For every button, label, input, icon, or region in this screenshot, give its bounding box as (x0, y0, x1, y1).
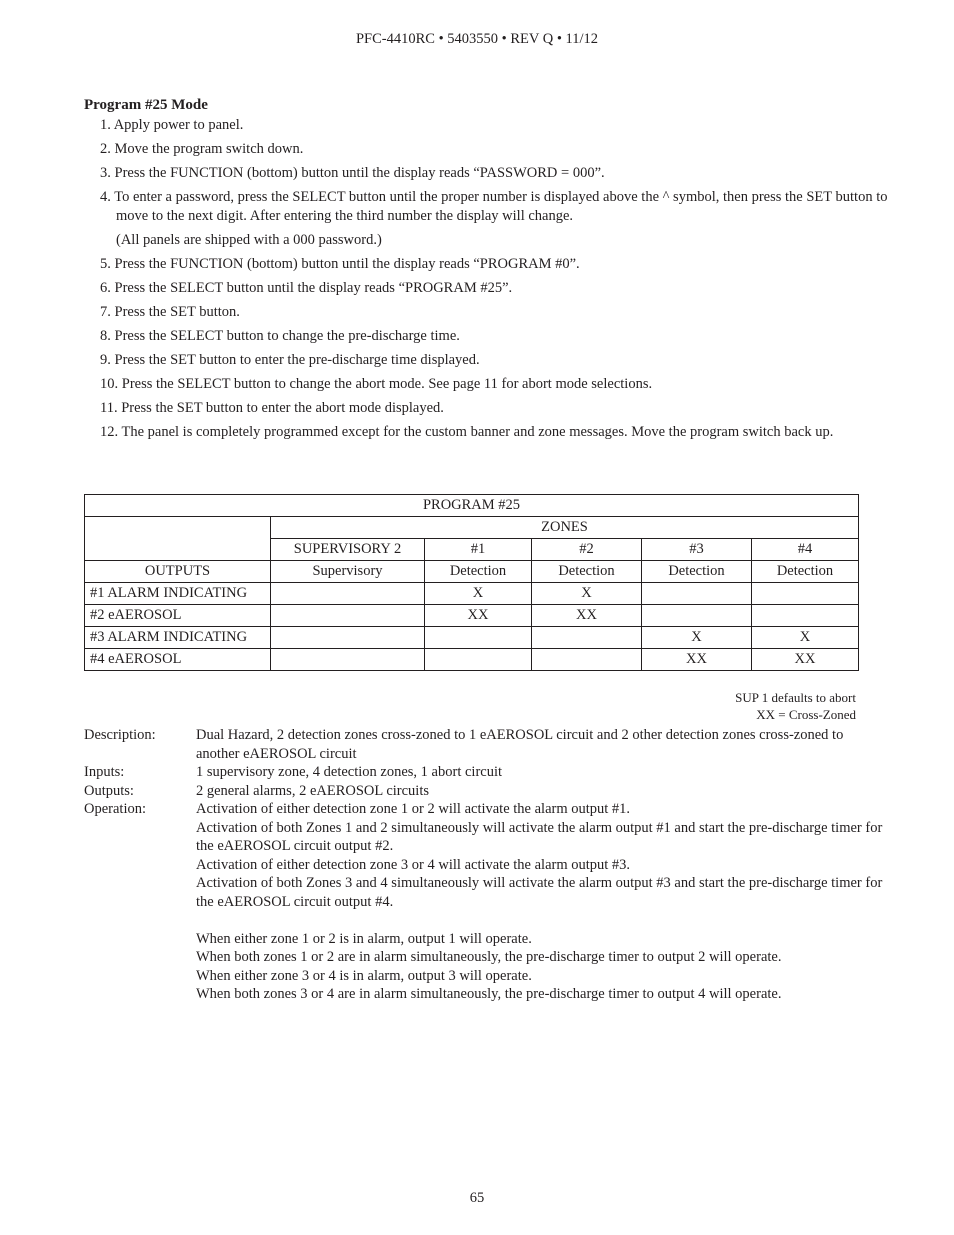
step-item: 1. Apply power to panel. (100, 117, 244, 133)
operation-line: When both zones 3 or 4 are in alarm simultaneously, the pre-discharge timer to output 4 will operate. (196, 986, 782, 1002)
table-legend (735, 689, 856, 723)
operation-line: When either zone 1 or 2 is in alarm, output 1 will operate. (196, 930, 532, 947)
step-item: 9. Press the SET button to enter the pre-discharge time displayed. (100, 352, 480, 368)
operation-line: Activation of either detection zone 1 or 2 will activate the alarm output #1. (196, 801, 631, 817)
table-cell (271, 583, 425, 605)
page-number: 65 (469, 1190, 485, 1206)
program-table (84, 494, 859, 671)
step-item: 3. Press the FUNCTION (bottom) button until the display reads “PASSWORD = 000”. (100, 165, 605, 181)
table-cell (425, 627, 532, 649)
table-cell: XX (532, 605, 642, 627)
inputs-label: Inputs: (84, 764, 125, 780)
outputs-text: 2 general alarms, 2 eAEROSOL circuits (196, 782, 430, 799)
step-item: 10. Press the SELECT button to change the abort mode. See page 11 for abort mode selections. (100, 376, 653, 392)
step-item: 6. Press the SELECT button until the display reads “PROGRAM #25”. (100, 280, 513, 296)
table-cell: XX (752, 649, 859, 671)
table-cell: X (425, 583, 532, 605)
zone-type: Detection (752, 561, 859, 583)
table-cell: X (752, 627, 859, 649)
table-cell (752, 605, 859, 627)
zone-type: Detection (425, 561, 532, 583)
operation-line: When both zones 1 or 2 are in alarm simultaneously, the pre-discharge timer to output 2 will operate. (196, 949, 782, 965)
program-steps (100, 116, 900, 447)
zone-type: Detection (642, 561, 752, 583)
table-cell (532, 627, 642, 649)
table-cell: X (642, 627, 752, 649)
zone-header: #4 (752, 539, 859, 561)
description-label: Description: (84, 727, 156, 743)
table-row (85, 583, 859, 605)
description-text: Dual Hazard, 2 detection zones cross-zoned to 1 eAEROSOL circuit and 2 other detection zones cross-zoned to another eAEROSOL circuit (196, 727, 844, 762)
operation-line: Activation of both Zones 3 and 4 simultaneously will activate the alarm output #3 and start the pre-discharge timer for the eAEROSOL circuit output #4. (196, 875, 883, 910)
output-label: #1 ALARM INDICATING (85, 583, 271, 605)
zone-type: Detection (532, 561, 642, 583)
step-item: 4. To enter a password, press the SELECT button until the proper number is displayed above the ^ symbol, then press the SET button to move to the next digit. After entering the third number the display will change. (100, 189, 888, 224)
description-block (84, 726, 884, 1004)
legend-line: XX = Cross-Zoned (756, 707, 856, 722)
table-cell (271, 649, 425, 671)
table-corner-cell (85, 517, 271, 561)
table-cell: X (532, 583, 642, 605)
inputs-text: 1 supervisory zone, 4 detection zones, 1 abort circuit (196, 764, 503, 780)
zone-header: #1 (425, 539, 532, 561)
step-item: 11. Press the SET button to enter the abort mode displayed. (100, 400, 444, 416)
zone-header: #3 (642, 539, 752, 561)
step-item: 5. Press the FUNCTION (bottom) button until the display reads “PROGRAM #0”. (100, 256, 580, 272)
zone-type: Supervisory (271, 561, 425, 583)
step-item: 12. The panel is completely programmed except for the custom banner and zone messages. Move the program switch back up. (100, 424, 834, 440)
table-cell (425, 649, 532, 671)
table-cell (271, 627, 425, 649)
table-cell (752, 583, 859, 605)
table-title: PROGRAM #25 (85, 495, 859, 517)
table-cell (532, 649, 642, 671)
page-header: PFC-4410RC • 5403550 • REV Q • 11/12 (355, 31, 599, 47)
legend-line: SUP 1 defaults to abort (735, 690, 856, 705)
operation-label: Operation: (84, 801, 147, 817)
operation-line: When either zone 3 or 4 is in alarm, output 3 will operate. (196, 967, 532, 984)
table-cell (271, 605, 425, 627)
output-label: #3 ALARM INDICATING (85, 627, 271, 649)
table-cell: XX (425, 605, 532, 627)
outputs-header: OUTPUTS (85, 561, 271, 583)
table-row (85, 627, 859, 649)
output-label: #2 eAEROSOL (85, 605, 271, 627)
table-cell (642, 583, 752, 605)
table-row (85, 605, 859, 627)
output-label: #4 eAEROSOL (85, 649, 271, 671)
table-row (85, 649, 859, 671)
step-note: (All panels are shipped with a 000 password.) (116, 232, 382, 248)
operation-line: Activation of both Zones 1 and 2 simultaneously will activate the alarm output #1 and start the pre-discharge timer for the eAEROSOL circuit output #2. (196, 819, 883, 854)
section-title: Program #25 Mode (84, 97, 208, 113)
step-item: 2. Move the program switch down. (100, 141, 304, 157)
outputs-label: Outputs: (84, 782, 134, 799)
zones-header: ZONES (271, 517, 859, 539)
table-cell (642, 605, 752, 627)
zone-header: SUPERVISORY 2 (271, 539, 425, 561)
table-cell: XX (642, 649, 752, 671)
step-item: 8. Press the SELECT button to change the pre-discharge time. (100, 328, 460, 344)
operation-text (196, 800, 884, 1004)
zone-header: #2 (532, 539, 642, 561)
step-item: 7. Press the SET button. (100, 304, 240, 320)
operation-line: Activation of either detection zone 3 or 4 will activate the alarm output #3. (196, 856, 631, 873)
